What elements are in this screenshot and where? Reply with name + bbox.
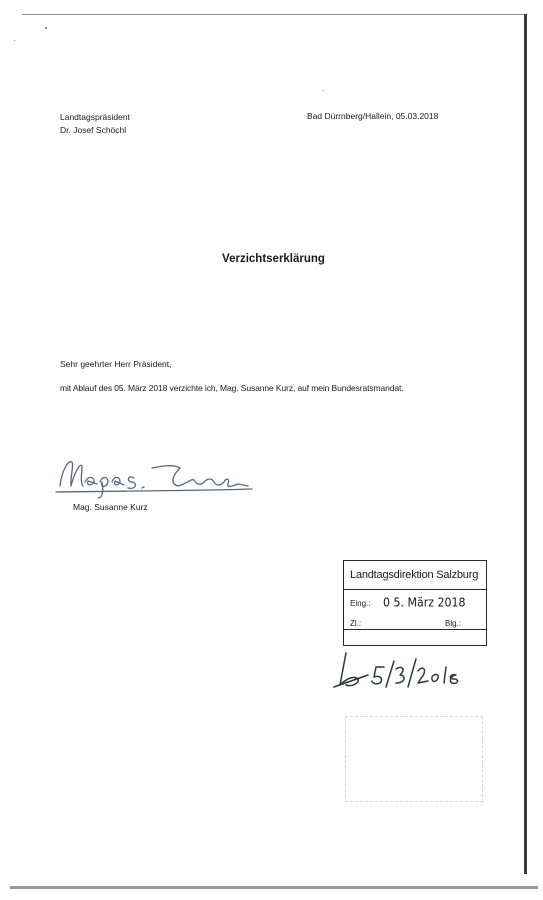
stamp-received-date: 0 5. März 2018 <box>383 595 466 610</box>
place-and-date: Bad Dürrnberg/Hallein, 05.03.2018 <box>307 111 439 121</box>
sender-block <box>60 111 130 137</box>
signer-name: Mag. Susanne Kurz <box>73 502 148 512</box>
handwritten-signature <box>52 448 262 506</box>
scan-speck <box>45 27 47 29</box>
faded-stamp-imprint <box>345 716 483 802</box>
receipt-stamp <box>343 560 487 646</box>
scan-edge-bottom <box>10 886 538 889</box>
scan-edge-right <box>524 14 527 874</box>
sender-name: Dr. Josef Schöchl <box>60 125 127 135</box>
scan-speck <box>323 90 324 91</box>
scan-speck <box>14 40 15 41</box>
stamp-divider <box>344 629 486 630</box>
handwritten-initial-and-date <box>332 645 462 695</box>
stamp-title: Landtagsdirektion Salzburg <box>350 569 479 581</box>
stamp-eing-label: Eing.: <box>350 599 371 608</box>
sender-title: Landtagspräsident <box>60 112 130 122</box>
body-paragraph: mit Ablauf des 05. März 2018 verzichte ich, Mag. Susanne Kurz, auf mein Bundesratsmandat. <box>60 383 404 393</box>
stamp-divider <box>344 589 486 590</box>
scan-edge-top <box>22 14 526 15</box>
document-title: Verzichtserklärung <box>222 253 325 265</box>
stamp-blg-label: Blg.: <box>445 619 462 628</box>
salutation: Sehr geehrter Herr Präsident, <box>60 359 172 369</box>
stamp-zl-label: Zl.: <box>350 619 362 628</box>
